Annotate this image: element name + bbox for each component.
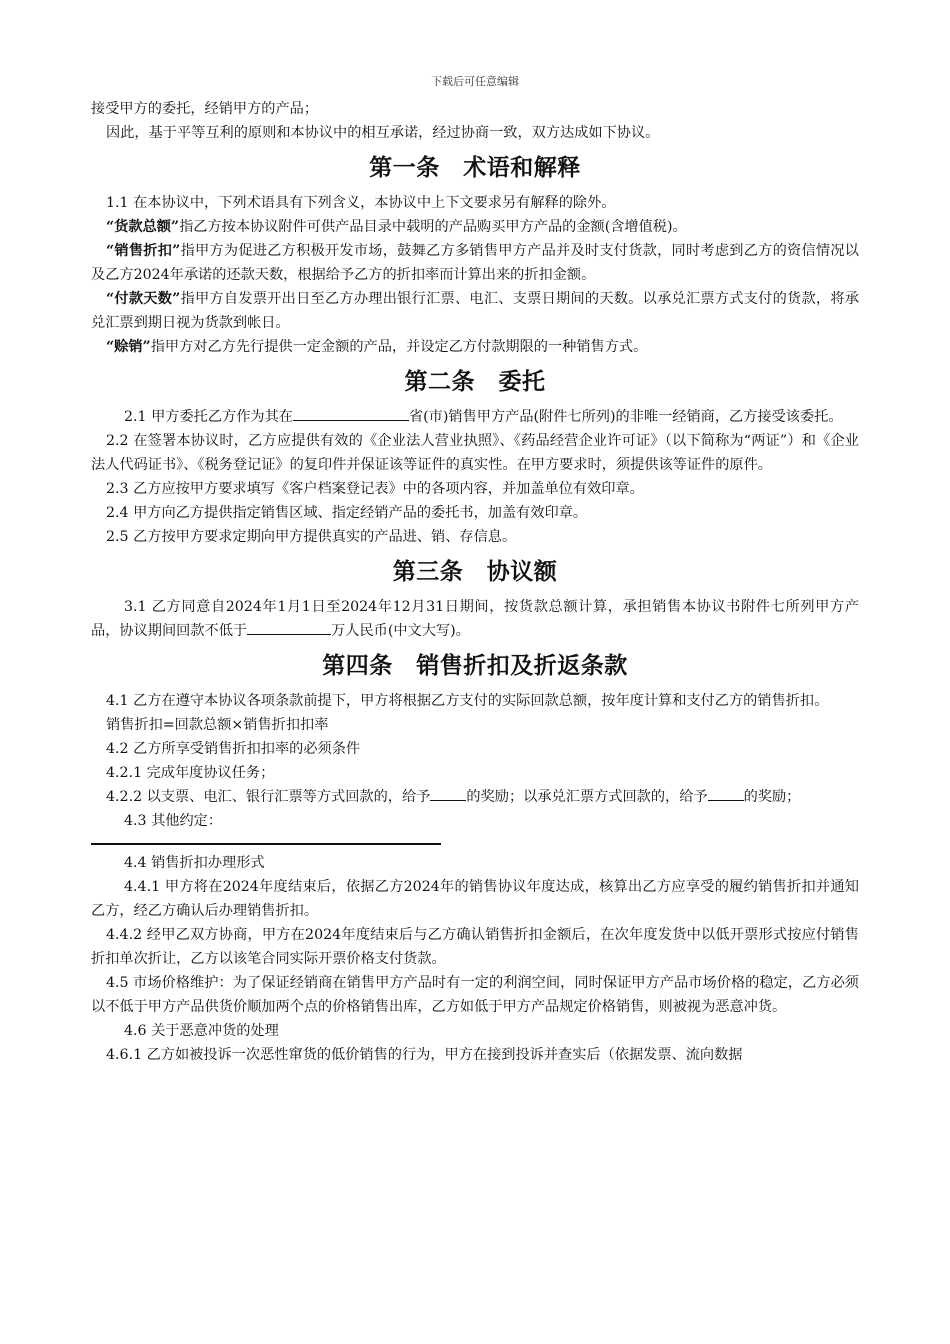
term-definition — [91, 239, 859, 287]
article-2-title: 第二条 委托 — [404, 369, 546, 395]
clause-2-3: 2.3 乙方应按甲方要求填写《客户档案登记表》中的各项内容，并加盖单位有效印章。 — [106, 481, 644, 497]
clause-1-1: 1.1 在本协议中，下列术语具有下列含义，本协议中上下文要求另有解释的除外。 — [106, 195, 616, 211]
reward-blank-field[interactable] — [430, 785, 466, 801]
term-definition — [91, 287, 859, 335]
discount-formula: 销售折扣=回款总额×销售折扣扣率 — [106, 717, 329, 733]
clause-4-5: 4.5 市场价格维护：为了保证经销商在销售甲方产品时有一定的利润空间，同时保证甲方产品市场价格的稳定，乙方必须以不低于甲方产品供货价顺加两个点的价格销售出库，乙方如低于甲方产品规定价格销售，则被视为恶意冲货。 — [91, 975, 859, 1015]
clause-3-1 — [91, 595, 859, 643]
article-1-title: 第一条 术语和解释 — [369, 155, 581, 181]
clause-2-1 — [91, 405, 859, 429]
clause-4-1: 4.1 乙方在遵守本协议各项条款前提下，甲方将根据乙方支付的实际回款总额，按年度计算和支付乙方的销售折扣。 — [106, 693, 829, 709]
intro-line-2: 因此，基于平等互利的原则和本协议中的相互承诺，经过协商一致，双方达成如下协议。 — [106, 125, 660, 141]
intro-line-1: 接受甲方的委托，经销甲方的产品； — [91, 101, 319, 117]
term-text: 指甲方自发票开出日至乙方办理出银行汇票、电汇、支票日期间的天数。以承兑汇票方式支付的货款，将承兑汇票到期日视为货款到帐日。 — [91, 291, 859, 331]
clause-4-4: 4.4 销售折扣办理形式 — [124, 855, 265, 871]
term-text: 指甲方为促进乙方积极开发市场，鼓舞乙方多销售甲方产品并及时支付货款，同时考虑到乙方的资信情况以及乙方2024年承诺的还款天数，根据给予乙方的折扣率而计算出来的折扣金额。 — [91, 243, 859, 283]
article-3-title: 第三条 协议额 — [392, 559, 558, 585]
clause-2-2: 2.2 在签署本协议时，乙方应提供有效的《企业法人营业执照》、《药品经营企业许可证》（以下简称为“两证”）和《企业法人代码证书》、《税务登记证》的复印件并保证该等证件的真实性。在甲方要求时，须提供该等证件的原件。 — [91, 433, 859, 473]
term-definition — [91, 335, 859, 359]
clause-2-4: 2.4 甲方向乙方提供指定销售区域、指定经销产品的委托书，加盖有效印章。 — [106, 505, 588, 521]
clause-text: 的奖励； — [743, 789, 801, 805]
term-text: 指甲方对乙方先行提供一定金额的产品，并设定乙方付款期限的一种销售方式。 — [150, 339, 648, 355]
term-definition — [91, 215, 859, 239]
clause-text: 省(市)销售甲方产品(附件七所列)的非唯一经销商，乙方接受该委托。 — [408, 409, 843, 425]
page-header-note: 下载后可任意编辑 — [431, 75, 519, 88]
document-body — [91, 97, 859, 1067]
clause-4-2-1: 4.2.1 完成年度协议任务； — [106, 765, 275, 781]
clause-text: 2.1 甲方委托乙方作为其在 — [124, 409, 293, 425]
province-blank-field[interactable] — [293, 405, 409, 421]
term-label: “付款天数” — [106, 291, 181, 307]
term-label: “货款总额” — [106, 219, 180, 235]
clause-4-4-2: 4.4.2 经甲乙双方协商，甲方在2024年度结束后与乙方确认销售折扣金额后，在次年度发货中以低开票形式按应付销售折扣单次折让，乙方以该笔合同实际开票价格支付货款。 — [91, 927, 859, 967]
clause-4-3: 4.3 其他约定： — [124, 813, 223, 829]
clause-text: 的奖励；以承兑汇票方式回款的，给予 — [466, 789, 708, 805]
clause-4-4-1: 4.4.1 甲方将在2024年度结束后，依据乙方2024年的销售协议年度达成，核算出乙方应享受的履约销售折扣并通知乙方，经乙方确认后办理销售折扣。 — [91, 879, 859, 919]
clause-4-2: 4.2 乙方所享受销售折扣扣率的必须条件 — [106, 741, 361, 757]
article-4-title: 第四条 销售折扣及折返条款 — [322, 653, 628, 679]
reward-blank-field[interactable] — [708, 785, 744, 801]
term-label: “赊销” — [106, 339, 151, 355]
clause-2-5: 2.5 乙方按甲方要求定期向甲方提供真实的产品进、销、存信息。 — [106, 529, 517, 545]
clause-text: 4.2.2 以支票、电汇、银行汇票等方式回款的，给予 — [106, 789, 431, 805]
clause-4-6: 4.6 关于恶意冲货的处理 — [124, 1023, 279, 1039]
term-text: 指乙方按本协议附件可供产品目录中载明的产品购买甲方产品的金额(含增值税)。 — [179, 219, 687, 235]
clause-text: 万人民币(中文大写)。 — [331, 623, 470, 639]
clause-4-6-1: 4.6.1 乙方如被投诉一次恶性窜货的低价销售的行为，甲方在接到投诉并查实后（依据发票、流向数据 — [106, 1047, 743, 1063]
amount-blank-field[interactable] — [247, 619, 331, 635]
signature-rule — [91, 843, 441, 845]
clause-4-2-2 — [91, 785, 859, 809]
clause-text: 3.1 乙方同意自2024年1月1日至2024年12月31日期间，按货款总额计算，承担销售本协议书附件七所列甲方产品，协议期间回款不低于 — [91, 599, 859, 639]
term-label: “销售折扣” — [106, 243, 181, 259]
